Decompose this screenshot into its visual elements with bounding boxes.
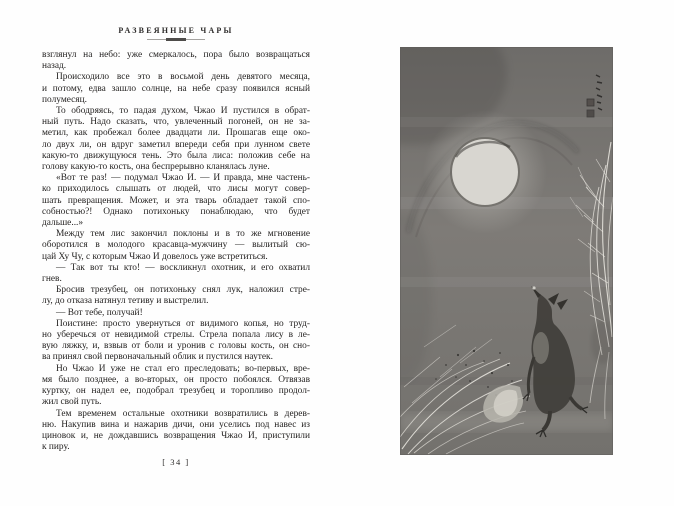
text-line: ло двух ли, он вдруг заметил впереди себя при лунном свете: [42, 139, 310, 150]
text-line: ный путь. Надо сказать, что, увлеченный погоней, он не за-: [42, 117, 310, 128]
text-line: назад.: [42, 61, 67, 72]
page-number: [ 34 ]: [162, 457, 190, 467]
text-line: какую-то движущуюся тень. Это была лиса: положив себе на: [42, 150, 310, 161]
wash-band: [400, 277, 613, 287]
text-line: лу, до отказа натянул тетиву и выстрелил.: [42, 296, 209, 307]
text-line: к пиру.: [42, 442, 70, 453]
fox-chest-patch: [533, 332, 549, 364]
text-line: Между тем лис закончил поклоны и в то же мгновение: [56, 229, 310, 240]
header-ornament-rule: [147, 38, 205, 41]
running-header: РАЗВЕЯННЫЕ ЧАРЫ: [118, 26, 234, 35]
text-line: жил свой путь.: [42, 397, 102, 408]
text-line: — Вот тебе, получай!: [56, 307, 143, 318]
text-page: [42, 26, 310, 453]
text-line: Но Чжао И уже не стал его преследовать; во-первых, вре-: [56, 363, 310, 374]
text-line: ню. Накупив вина и нажарив дичи, они уселись под навес из: [42, 419, 310, 430]
text-line: Поистине: просто увернуться от видимого копья, но труд-: [56, 318, 310, 329]
body-text: [42, 50, 310, 453]
illustration-plate: [400, 47, 613, 455]
text-line: взглянул на небо: уже смеркалось, пора было возвращаться: [42, 50, 310, 60]
text-line: вую ляжку, и, взвыв от боли и уронив с головы кость, он сно-: [42, 341, 310, 352]
text-line: Происходило все это в восьмой день девятого месяца,: [56, 72, 310, 83]
text-line: голову какую-то кость, она беспрерывно кланялась луне.: [42, 162, 270, 173]
text-line: гнев.: [42, 274, 62, 285]
text-line: цай Ху Чу, с которым Чжао И довелось уже встретиться.: [42, 251, 268, 262]
text-line: шать превращения. Может, и эта тварь обладает такой спо-: [42, 195, 310, 206]
text-line: То ободряясь, то падая духом, Чжао И пустился в обрат-: [56, 106, 310, 117]
text-line: — Так вот ты кто! — воскликнул охотник, и его охватил: [56, 262, 310, 273]
text-line: собностью?! Однако потихоньку понаблюдаю, что будет: [42, 206, 310, 217]
moon: [452, 139, 518, 205]
text-line: ко приходилось слышать от людей, что лисы могут совер-: [42, 184, 310, 195]
text-line: но уберечься от невидимой стрелы. Стрела попала лису в ле-: [42, 330, 310, 341]
text-line: Бросив трезубец, он потихоньку снял лук, наложил стре-: [56, 285, 310, 296]
text-line: «Вот те раз! — подумал Чжао И. — И правда, мне частень-: [56, 173, 310, 184]
text-line: метил, как пробежал более двадцати ли. Прошагав еще око-: [42, 128, 310, 139]
text-line: и потому, едва зашло солнце, на небе сразу появился ясный: [42, 83, 310, 94]
artist-seal-2: [587, 110, 594, 117]
text-line: Тем временем остальные охотники возвратились в дерев-: [56, 408, 310, 419]
wash-band: [400, 377, 613, 385]
dropped-bone: [532, 286, 535, 289]
text-line: полумесяц.: [42, 94, 87, 105]
artist-seal: [587, 99, 594, 106]
text-line: куртку, он надел ее, подобрал трезубец и торопливо продол-: [42, 386, 310, 397]
text-line: циновок и, не дождавшись возвращения Чжао И, приступили: [42, 430, 310, 441]
ink-painting: [400, 47, 613, 455]
text-line: мя было позднее, а во-вторых, он просто побоялся. Отвязав: [42, 374, 310, 385]
text-line: дальше...»: [42, 218, 84, 229]
text-line: ва принял свой первоначальный облик и пустился наутек.: [42, 352, 273, 363]
text-line: оборотился в молодого красавца-мужчину — вылитый сю-: [42, 240, 310, 251]
